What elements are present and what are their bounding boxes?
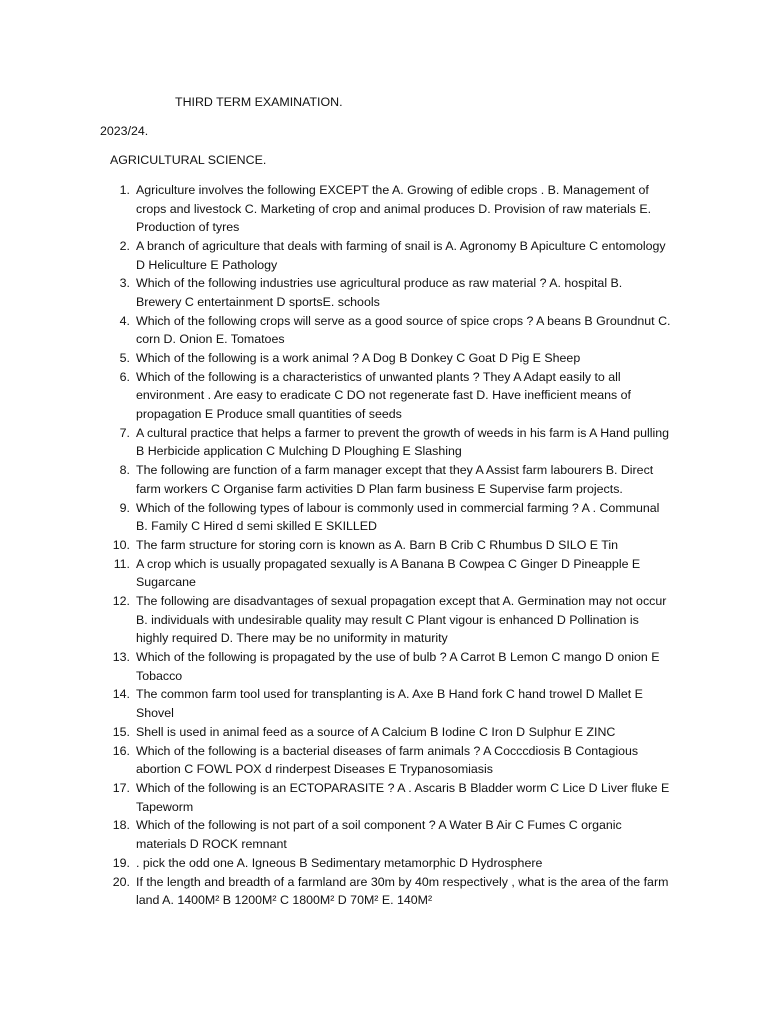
question-item xyxy=(0,181,671,237)
question-item xyxy=(0,592,671,648)
question-number: 7. xyxy=(119,425,130,440)
question-item xyxy=(0,816,671,853)
question-number: 8. xyxy=(119,463,130,478)
question-item xyxy=(0,779,671,816)
question-item xyxy=(0,274,671,311)
question-item xyxy=(0,685,671,722)
session-year: 2023/24. xyxy=(100,124,149,138)
question-text: The farm structure for storing corn is known as A. Barn B Crib C Rhumbus D SILO E Tin xyxy=(136,537,619,552)
question-item xyxy=(0,499,671,536)
subject-heading: AGRICULTURAL SCIENCE. xyxy=(110,153,267,167)
question-text: The following are disadvantages of sexual propagation except that A. Germination may not occur B. individuals with undesirable quality may result C Plant vigour is enhanced D Pollination is highly required D. There may be no uniformity in maturity xyxy=(136,594,667,646)
question-text: . pick the odd one A. Igneous B Sedimentary metamorphic D Hydrosphere xyxy=(136,855,543,870)
exam-title: THIRD TERM EXAMINATION. xyxy=(175,95,343,109)
question-text: Which of the following is not part of a soil component ? A Water B Air C Fumes C organic materials D ROCK remnant xyxy=(136,818,622,851)
question-text: The following are function of a farm manager except that they A Assist farm labourers B. Direct farm workers C Organise farm activities D Plan farm business E Supervise farm projects. xyxy=(136,463,654,496)
question-text: A crop which is usually propagated sexually is A Banana B Cowpea C Ginger D Pineapple E Sugarcane xyxy=(136,556,641,590)
question-number: 18. xyxy=(112,818,130,833)
question-text: If the length and breadth of a farmland are 30m by 40m respectively , what is the area of the farm land A. 1400M² B 1200M² C 1800M² D 70M² E. 140M² xyxy=(136,874,669,908)
question-item xyxy=(0,723,671,742)
question-item xyxy=(0,461,671,498)
question-item xyxy=(0,312,671,349)
question-number: 6. xyxy=(119,369,130,384)
question-number: 19. xyxy=(112,855,130,870)
question-number: 20. xyxy=(112,874,130,889)
question-text: Which of the following is a characteristics of unwanted plants ? They A Adapt easily to all environment . Are easy to eradicate C DO not regenerate fast D. Have inefficient means of propagation E Produce small quantities of seeds xyxy=(136,369,631,422)
question-item xyxy=(0,349,671,368)
question-number: 17. xyxy=(112,781,130,795)
question-text: Agriculture involves the following EXCEPT the A. Growing of edible crops . B. Management of crops and livestock C. Marketing of crop and animal produces D. Provision of raw materials E. Production of tyres xyxy=(136,183,652,235)
question-item xyxy=(0,648,671,685)
question-text: Which of the following is a work animal ? A Dog B Donkey C Goat D Pig E Sheep xyxy=(136,351,581,366)
question-text: The common farm tool used for transplanting is A. Axe B Hand fork C hand trowel D Mallet E Shovel xyxy=(136,687,643,721)
question-text: A branch of agriculture that deals with farming of snail is A. Agronomy B Apiculture C entomology D Heliculture E Pathology xyxy=(136,238,666,272)
question-text: Which of the following is a bacterial diseases of farm animals ? A Cocccdiosis B Contagious abortion C FOWL POX d rinderpest Diseases E Trypanosomiasis xyxy=(136,743,639,777)
question-list xyxy=(0,181,768,910)
question-number: 4. xyxy=(119,313,130,328)
question-text: Which of the following types of labour is commonly used in commercial farming ? A . Communal B. Family C Hired d semi skilled E SKILLED xyxy=(136,500,660,534)
question-number: 13. xyxy=(112,650,130,665)
question-number: 15. xyxy=(112,724,130,739)
question-text: Which of the following is propagated by the use of bulb ? A Carrot B Lemon C mango D onion E Tobacco xyxy=(136,650,660,683)
question-item xyxy=(0,237,671,274)
question-text: Which of the following is an ECTOPARASITE ? A . Ascaris B Bladder worm C Lice D Liver fluke E Tapeworm xyxy=(136,781,670,814)
question-item xyxy=(0,536,671,555)
question-number: 5. xyxy=(119,351,130,366)
question-number: 9. xyxy=(119,500,130,515)
question-number: 1. xyxy=(119,183,130,197)
question-item xyxy=(0,742,671,779)
question-number: 12. xyxy=(112,594,130,609)
question-item xyxy=(0,368,671,424)
question-text: Shell is used in animal feed as a source of A Calcium B Iodine C Iron D Sulphur E ZINC xyxy=(136,724,616,739)
question-text: A cultural practice that helps a farmer to prevent the growth of weeds in his farm is A Hand pulling B Herbicide application C Mulching D Ploughing E Slashing xyxy=(136,425,670,459)
question-number: 11. xyxy=(113,556,130,571)
question-number: 14. xyxy=(112,687,130,702)
question-number: 3. xyxy=(119,276,130,291)
question-item xyxy=(0,854,671,873)
question-number: 10. xyxy=(112,537,130,552)
question-number: 16. xyxy=(112,743,130,758)
question-item xyxy=(0,424,671,461)
question-text: Which of the following industries use agricultural produce as raw material ? A. hospital B. Brewery C entertainment D sportsE. schools xyxy=(136,276,623,309)
question-text: Which of the following crops will serve as a good source of spice crops ? A beans B Groundnut C. corn D. Onion E. Tomatoes xyxy=(136,313,671,347)
question-item xyxy=(0,873,671,910)
question-number: 2. xyxy=(119,238,130,253)
question-item xyxy=(0,555,671,592)
